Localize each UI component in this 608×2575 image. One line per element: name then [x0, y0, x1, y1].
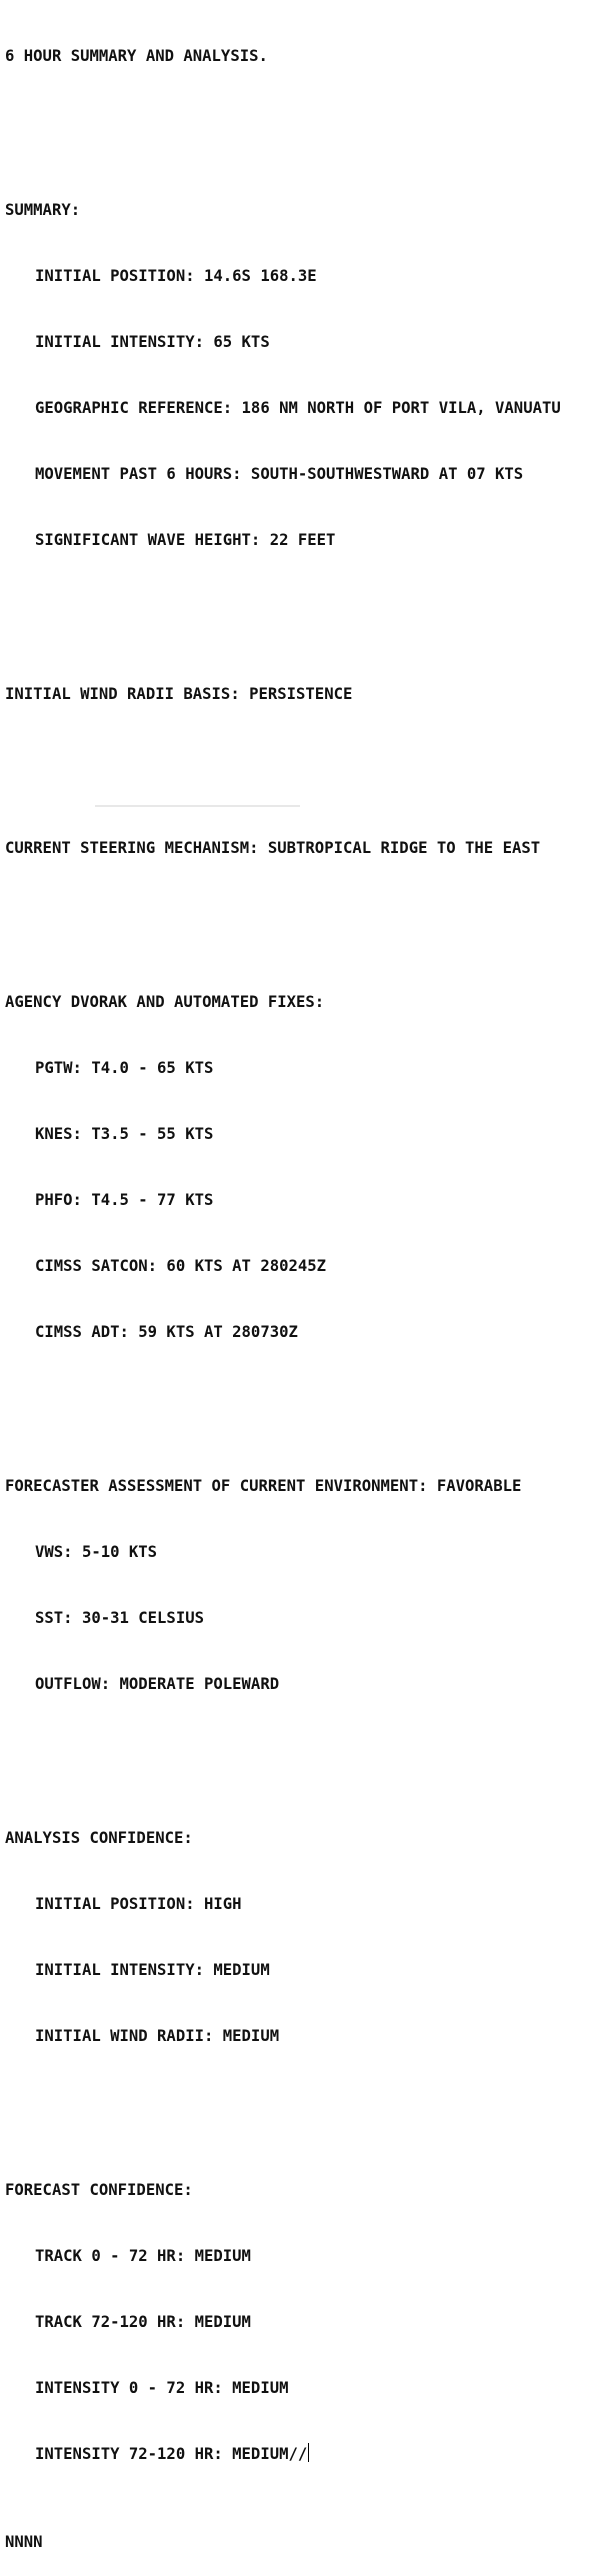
fix-knes: KNES: T3.5 - 55 KTS — [35, 1125, 214, 1143]
bulletin-header: 6 HOUR SUMMARY AND ANALYSIS. — [5, 47, 268, 65]
analysis-confidence-heading: ANALYSIS CONFIDENCE: — [5, 1829, 193, 1847]
summary-wave-height: SIGNIFICANT WAVE HEIGHT: 22 FEET — [35, 531, 336, 549]
wind-radii-basis: INITIAL WIND RADII BASIS: PERSISTENCE — [5, 685, 353, 703]
environment-vws: VWS: 5-10 KTS — [35, 1543, 158, 1561]
analysis-confidence-wind-radii: INITIAL WIND RADII: MEDIUM — [35, 2027, 280, 2045]
summary-initial-position: INITIAL POSITION: 14.6S 168.3E — [35, 267, 317, 285]
forecast-confidence-intensity-72-120 — [5, 2443, 608, 2465]
bulletin-footer: NNNN — [5, 2533, 43, 2551]
blank-line — [5, 595, 608, 617]
blank-line — [5, 903, 608, 925]
blank-line — [5, 111, 608, 133]
blank-line — [5, 1387, 608, 1409]
environment-outflow: OUTFLOW: MODERATE POLEWARD — [35, 1675, 280, 1693]
blank-line — [5, 1739, 608, 1761]
forecast-confidence-intensity-0-72: INTENSITY 0 - 72 HR: MEDIUM — [35, 2379, 289, 2397]
blank-line — [5, 2091, 608, 2113]
summary-movement: MOVEMENT PAST 6 HOURS: SOUTH-SOUTHWESTWARD AT 07 KTS — [35, 465, 524, 483]
text-cursor — [308, 2443, 309, 2462]
bulletin-text-area[interactable] — [5, 1, 608, 2575]
fix-cimss-satcon: CIMSS SATCON: 60 KTS AT 280245Z — [35, 1257, 327, 1275]
fix-cimss-adt: CIMSS ADT: 59 KTS AT 280730Z — [35, 1323, 298, 1341]
steering-mechanism: CURRENT STEERING MECHANISM: SUBTROPICAL RIDGE TO THE EAST — [5, 839, 541, 857]
bottom-divider — [95, 805, 300, 807]
fix-phfo: PHFO: T4.5 - 77 KTS — [35, 1191, 214, 1209]
environment-sst: SST: 30-31 CELSIUS — [35, 1609, 204, 1627]
fix-pgtw: PGTW: T4.0 - 65 KTS — [35, 1059, 214, 1077]
summary-geographic-reference: GEOGRAPHIC REFERENCE: 186 NM NORTH OF PORT VILA, VANUATU — [35, 399, 561, 417]
summary-heading: SUMMARY: — [5, 201, 81, 219]
forecast-confidence-track-72-120: TRACK 72-120 HR: MEDIUM — [35, 2313, 251, 2331]
forecast-confidence-heading: FORECAST CONFIDENCE: — [5, 2181, 193, 2199]
fixes-heading: AGENCY DVORAK AND AUTOMATED FIXES: — [5, 993, 325, 1011]
analysis-confidence-position: INITIAL POSITION: HIGH — [35, 1895, 242, 1913]
analysis-confidence-intensity: INITIAL INTENSITY: MEDIUM — [35, 1961, 270, 1979]
forecast-confidence-track-0-72: TRACK 0 - 72 HR: MEDIUM — [35, 2247, 251, 2265]
summary-initial-intensity: INITIAL INTENSITY: 65 KTS — [35, 333, 270, 351]
environment-heading: FORECASTER ASSESSMENT OF CURRENT ENVIRONMENT: FAVORABLE — [5, 1477, 522, 1495]
forecast-confidence-intensity-72-120-text: INTENSITY 72-120 HR: MEDIUM// — [35, 2445, 308, 2463]
blank-line — [5, 749, 608, 771]
